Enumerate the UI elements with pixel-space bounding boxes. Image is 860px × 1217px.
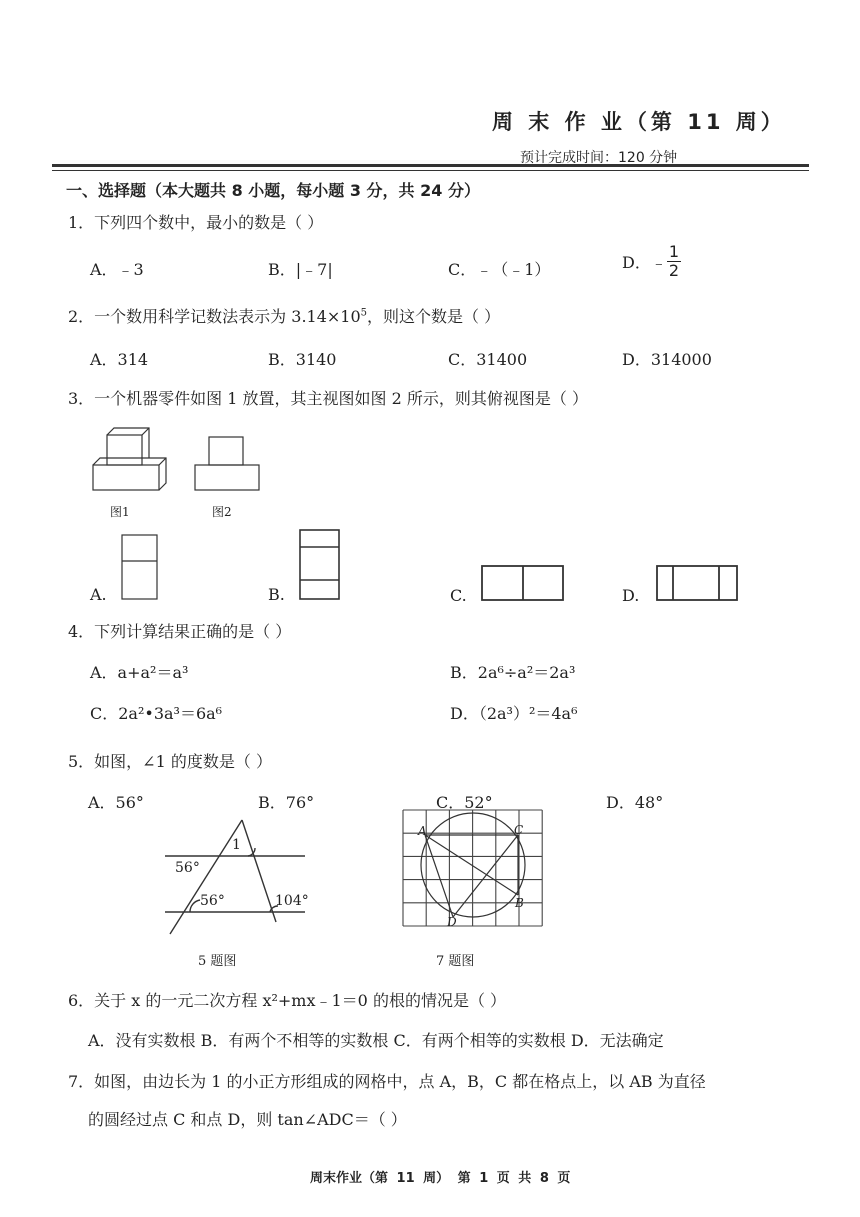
figure-1-solid xyxy=(90,425,170,493)
page-title: 周 末 作 业（第 11 周） xyxy=(492,110,786,134)
figure-2-caption: 图2 xyxy=(212,505,232,519)
fraction-denominator: 2 xyxy=(668,261,680,280)
grid-point-c-label: C xyxy=(514,823,524,837)
question-2-stem xyxy=(68,304,500,327)
question-5-option-d: D．48° xyxy=(606,793,664,812)
question-4-option-d: D．（2a³）²＝4a⁶ xyxy=(450,704,578,723)
fraction-numerator: 1 xyxy=(668,242,680,261)
question-7-line-1: 7．如图，由边长为 1 的小正方形组成的网格中，点 A，B，C 都在格点上，以 AB 为直径 xyxy=(68,1072,706,1091)
option-d-prefix: D．﹣ xyxy=(622,253,667,272)
figure-5-angle-104: 104° xyxy=(275,893,309,909)
question-2-stem-post: ，则这个数是（ ） xyxy=(367,307,501,326)
figure-7-caption: 7 题图 xyxy=(436,954,475,969)
figure-5-angle-56-bottom: 56° xyxy=(200,893,225,909)
figure-2-front-view xyxy=(193,435,263,493)
question-3-option-b-figure xyxy=(298,528,342,602)
figure-5-angle-56-top: 56° xyxy=(175,860,200,876)
figure-1-caption: 图1 xyxy=(110,505,130,519)
question-2-option-d: D．314000 xyxy=(622,350,712,369)
figure-5-caption: 5 题图 xyxy=(198,954,237,969)
page-subtitle: 预计完成时间：120 分钟 xyxy=(520,150,678,166)
question-3-option-b-label: B. xyxy=(268,585,285,604)
question-5-figure xyxy=(160,818,320,938)
question-4-stem: 4．下列计算结果正确的是（ ） xyxy=(68,622,292,641)
question-1-option-b: B．|﹣7| xyxy=(268,260,333,279)
grid-point-b-label: B xyxy=(515,896,524,910)
question-3-option-a-label: A. xyxy=(90,585,107,604)
header-rule-thin xyxy=(52,170,809,171)
question-5-option-c: C．52° xyxy=(436,793,493,812)
question-1-option-c: C．﹣（﹣1） xyxy=(448,260,551,279)
question-5-stem: 5．如图，∠1 的度数是（ ） xyxy=(68,752,272,771)
grid-point-d-label: D xyxy=(447,915,457,929)
question-2-option-b: B．3140 xyxy=(268,350,337,369)
question-3-option-c-label: C. xyxy=(450,586,467,605)
header-rule-thick xyxy=(52,164,809,167)
question-2-option-c: C．31400 xyxy=(448,350,528,369)
question-2-option-a: A．314 xyxy=(90,350,149,369)
question-5-option-a: A．56° xyxy=(88,793,144,812)
question-3-stem: 3．一个机器零件如图 1 放置，其主视图如图 2 所示，则其俯视图是（ ） xyxy=(68,389,588,408)
question-6-options: A．没有实数根 B．有两个不相等的实数根 C．有两个相等的实数根 D．无法确定 xyxy=(88,1031,664,1050)
question-4-option-b: B．2a⁶÷a²＝2a³ xyxy=(450,663,576,682)
question-4-option-a: A．a+a²＝a³ xyxy=(90,663,189,682)
question-6-stem: 6．关于 x 的一元二次方程 x²+mx﹣1＝0 的根的情况是（ ） xyxy=(68,991,507,1010)
question-7-line-2: 的圆经过点 C 和点 D，则 tan∠ADC＝（ ） xyxy=(88,1110,407,1129)
grid-point-a-label: A xyxy=(418,824,427,838)
page-footer: 周末作业（第 11 周） 第 1 页 共 8 页 xyxy=(310,1171,571,1186)
question-3-option-c-figure xyxy=(480,564,566,604)
question-3-option-d-label: D. xyxy=(622,586,640,605)
figure-5-angle-1-label: 1 xyxy=(232,837,241,853)
question-2-stem-pre: 2．一个数用科学记数法表示为 3.14×10 xyxy=(68,307,361,326)
fraction xyxy=(667,243,681,280)
question-1-stem: 1．下列四个数中，最小的数是（ ） xyxy=(68,213,324,232)
question-4-option-c: C．2a²•3a³＝6a⁶ xyxy=(90,704,223,723)
question-3-option-a-figure xyxy=(120,533,160,601)
question-1-option-d xyxy=(622,243,681,280)
question-1-option-a: A．﹣3 xyxy=(90,260,144,279)
question-3-option-d-figure xyxy=(655,564,741,604)
section-title: 一、选择题（本大题共 8 小题，每小题 3 分，共 24 分） xyxy=(66,181,480,200)
question-2-exponent: 5 xyxy=(360,307,368,319)
question-5-option-b: B．76° xyxy=(258,793,315,812)
